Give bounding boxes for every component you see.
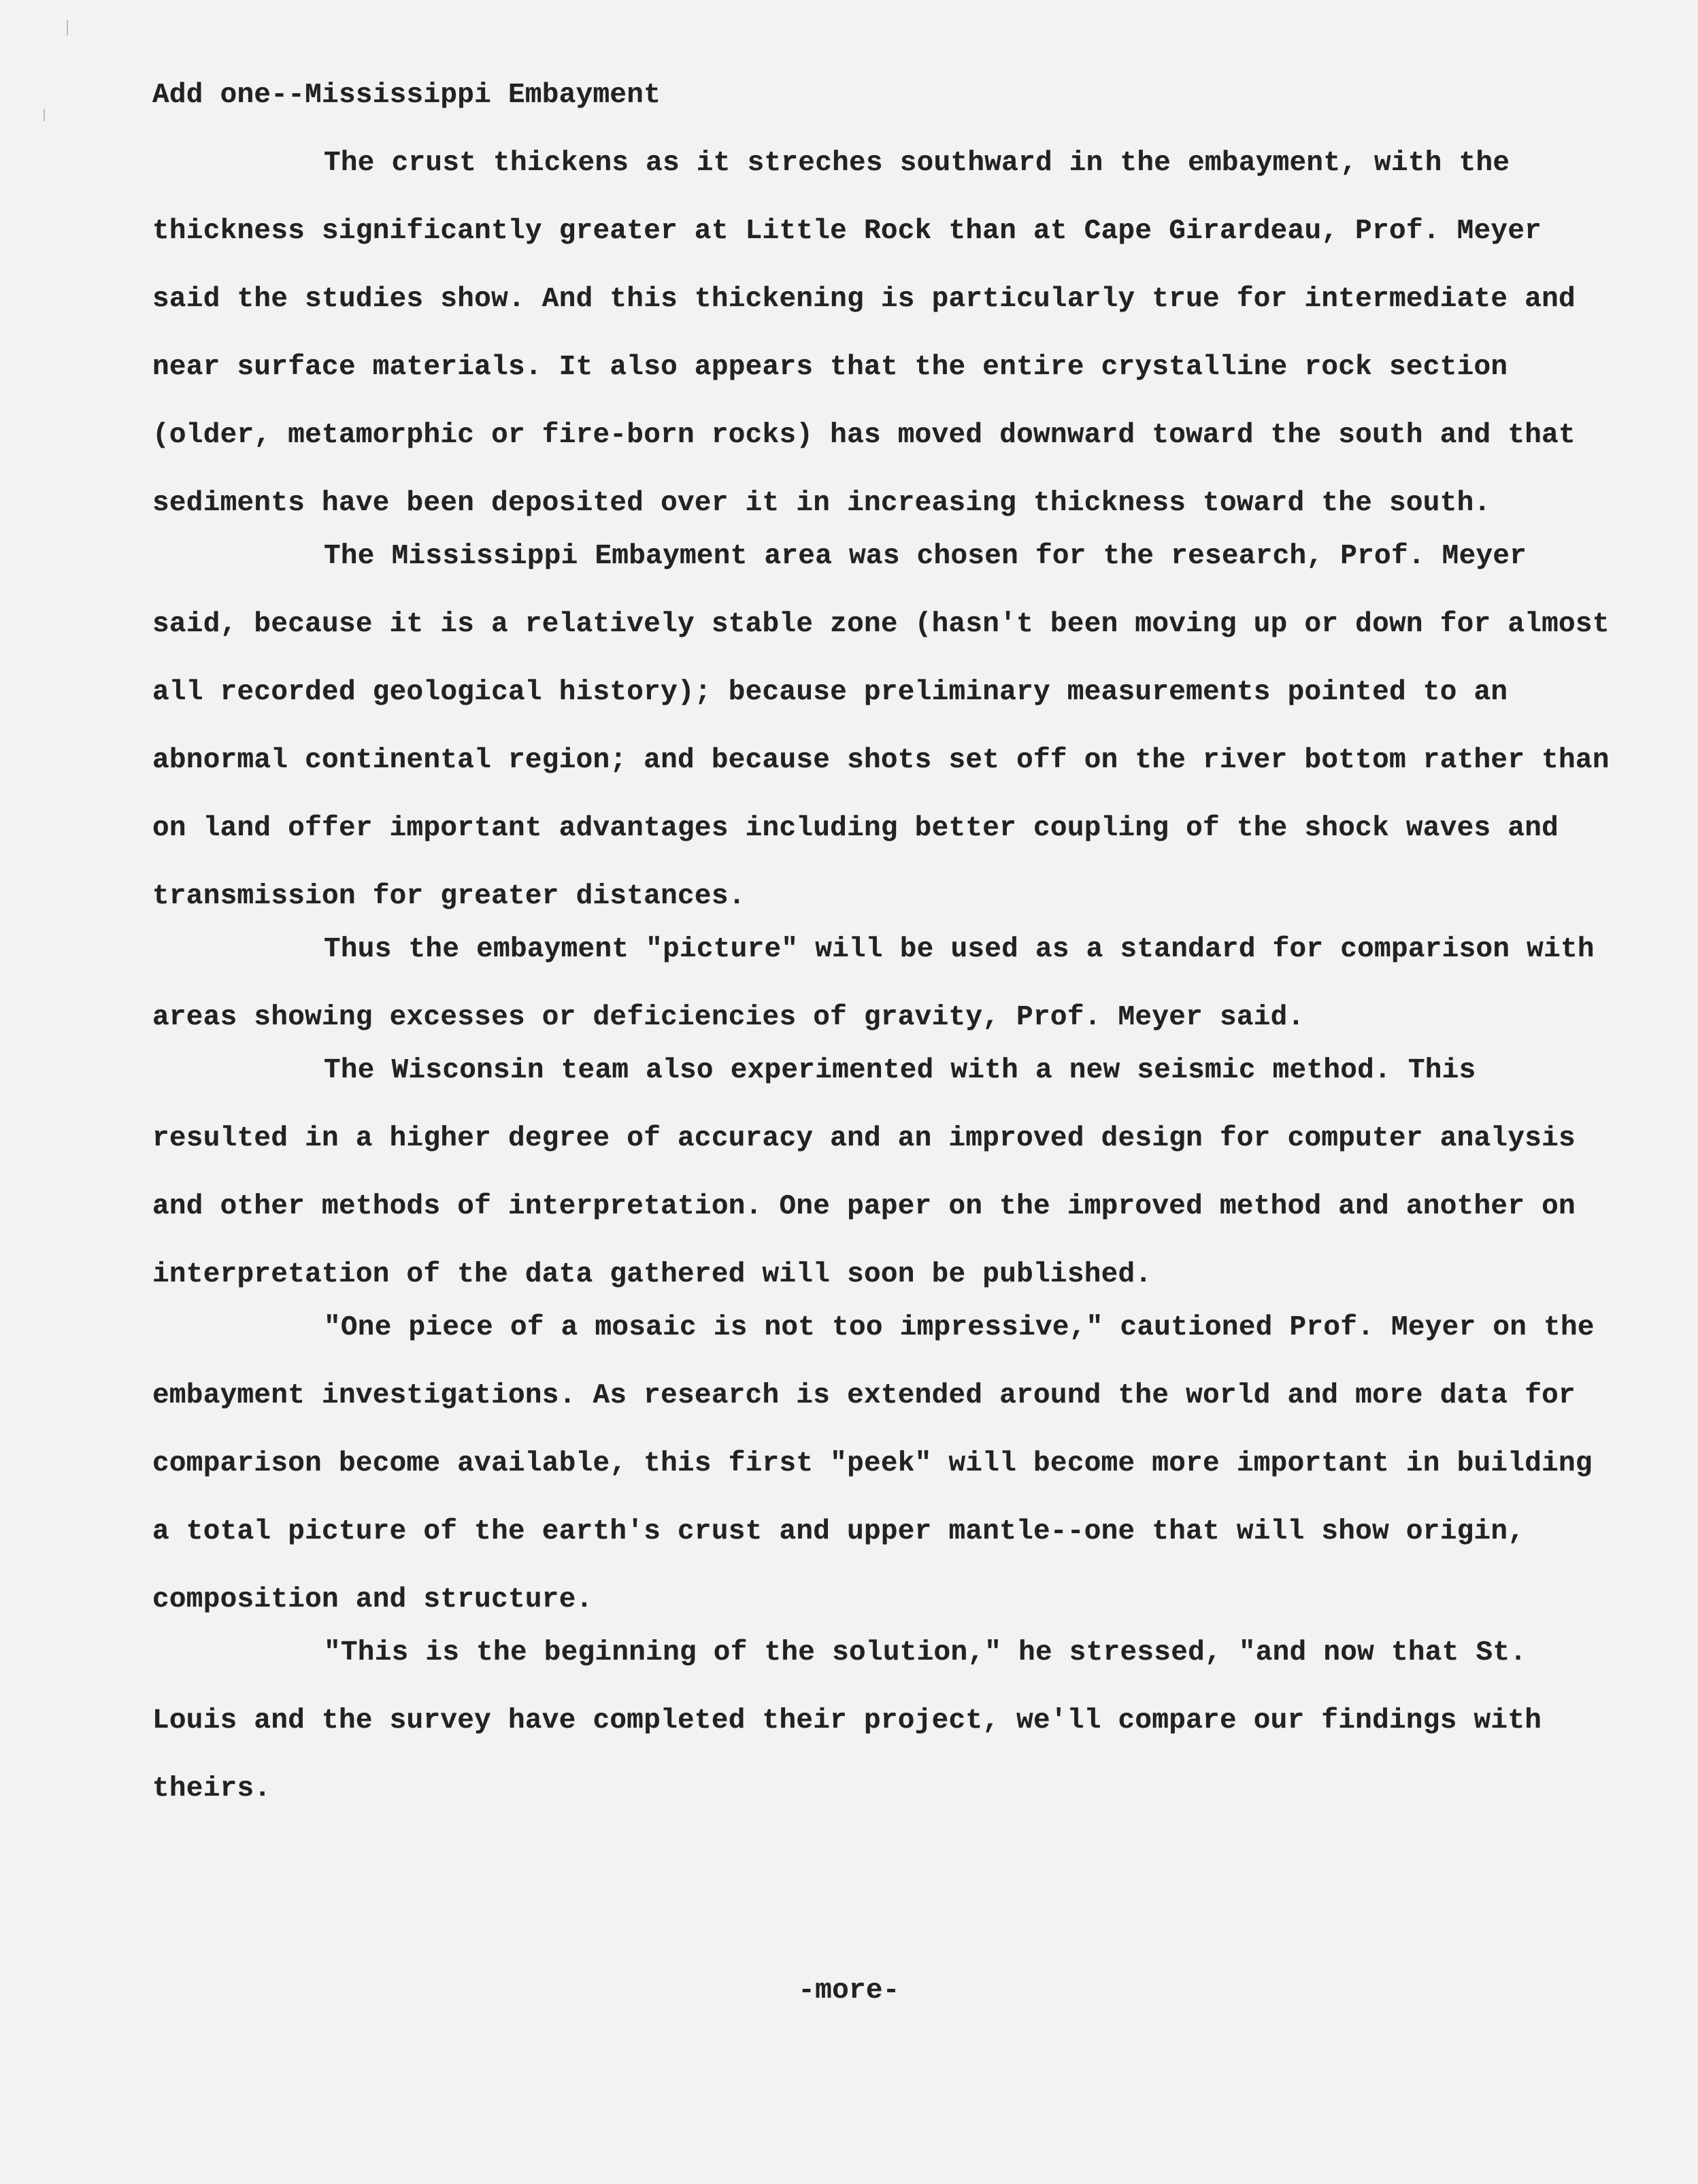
- document-heading: Add one--Mississippi Embayment: [152, 80, 661, 111]
- more-footer: -more-: [798, 1975, 900, 2006]
- paragraph-seismic-method: The Wisconsin team also experimented with a new seismic method. This resulted in a higher degree of accuracy and an improved design for computer analysis and other methods of interpretation. One paper on the improved method and another on interpretation of the data gathered will soon be published.: [152, 1055, 1576, 1290]
- paragraph-mosaic: "One piece of a mosaic is not too impressive," cautioned Prof. Meyer on the embayment investigations. As research is extended around the world and more data for comparison become available, this first "peek" will become more important in building a total picture of the earth's crust and upper mantle--one that will show origin, composition and structure.: [152, 1312, 1595, 1615]
- margin-mark: [44, 109, 45, 121]
- paragraph-beginning-solution: "This is the beginning of the solution," he stressed, "and now that St. Louis and the survey have completed their project, we'll compare our findings with theirs.: [152, 1637, 1542, 1804]
- document-body: [152, 129, 1615, 1823]
- paragraph-crust-thickens: The crust thickens as it streches southward in the embayment, with the thickness significantly greater at Little Rock than at Cape Girardeau, Prof. Meyer said the studies show. And this thickening is particularly true for intermediate and near surface materials. It also appears that the entire crystalline rock section (older, metamorphic or fire-born rocks) has moved downward toward the south and that sediments have been deposited over it in increasing thickness toward the south.: [152, 148, 1576, 519]
- paragraph-standard-comparison: Thus the embayment "picture" will be used as a standard for comparison with areas showing excesses or deficiencies of gravity, Prof. Meyer said.: [152, 934, 1595, 1033]
- margin-mark: [67, 20, 68, 35]
- paragraph-research-area: The Mississippi Embayment area was chosen for the research, Prof. Meyer said, because it is a relatively stable zone (hasn't been moving up or down for almost all recorded geological history); because preliminary measurements pointed to an abnormal continental region; and because shots set off on the river bottom rather than on land offer important advantages including better coupling of the shock waves and transmission for greater distances.: [152, 541, 1610, 912]
